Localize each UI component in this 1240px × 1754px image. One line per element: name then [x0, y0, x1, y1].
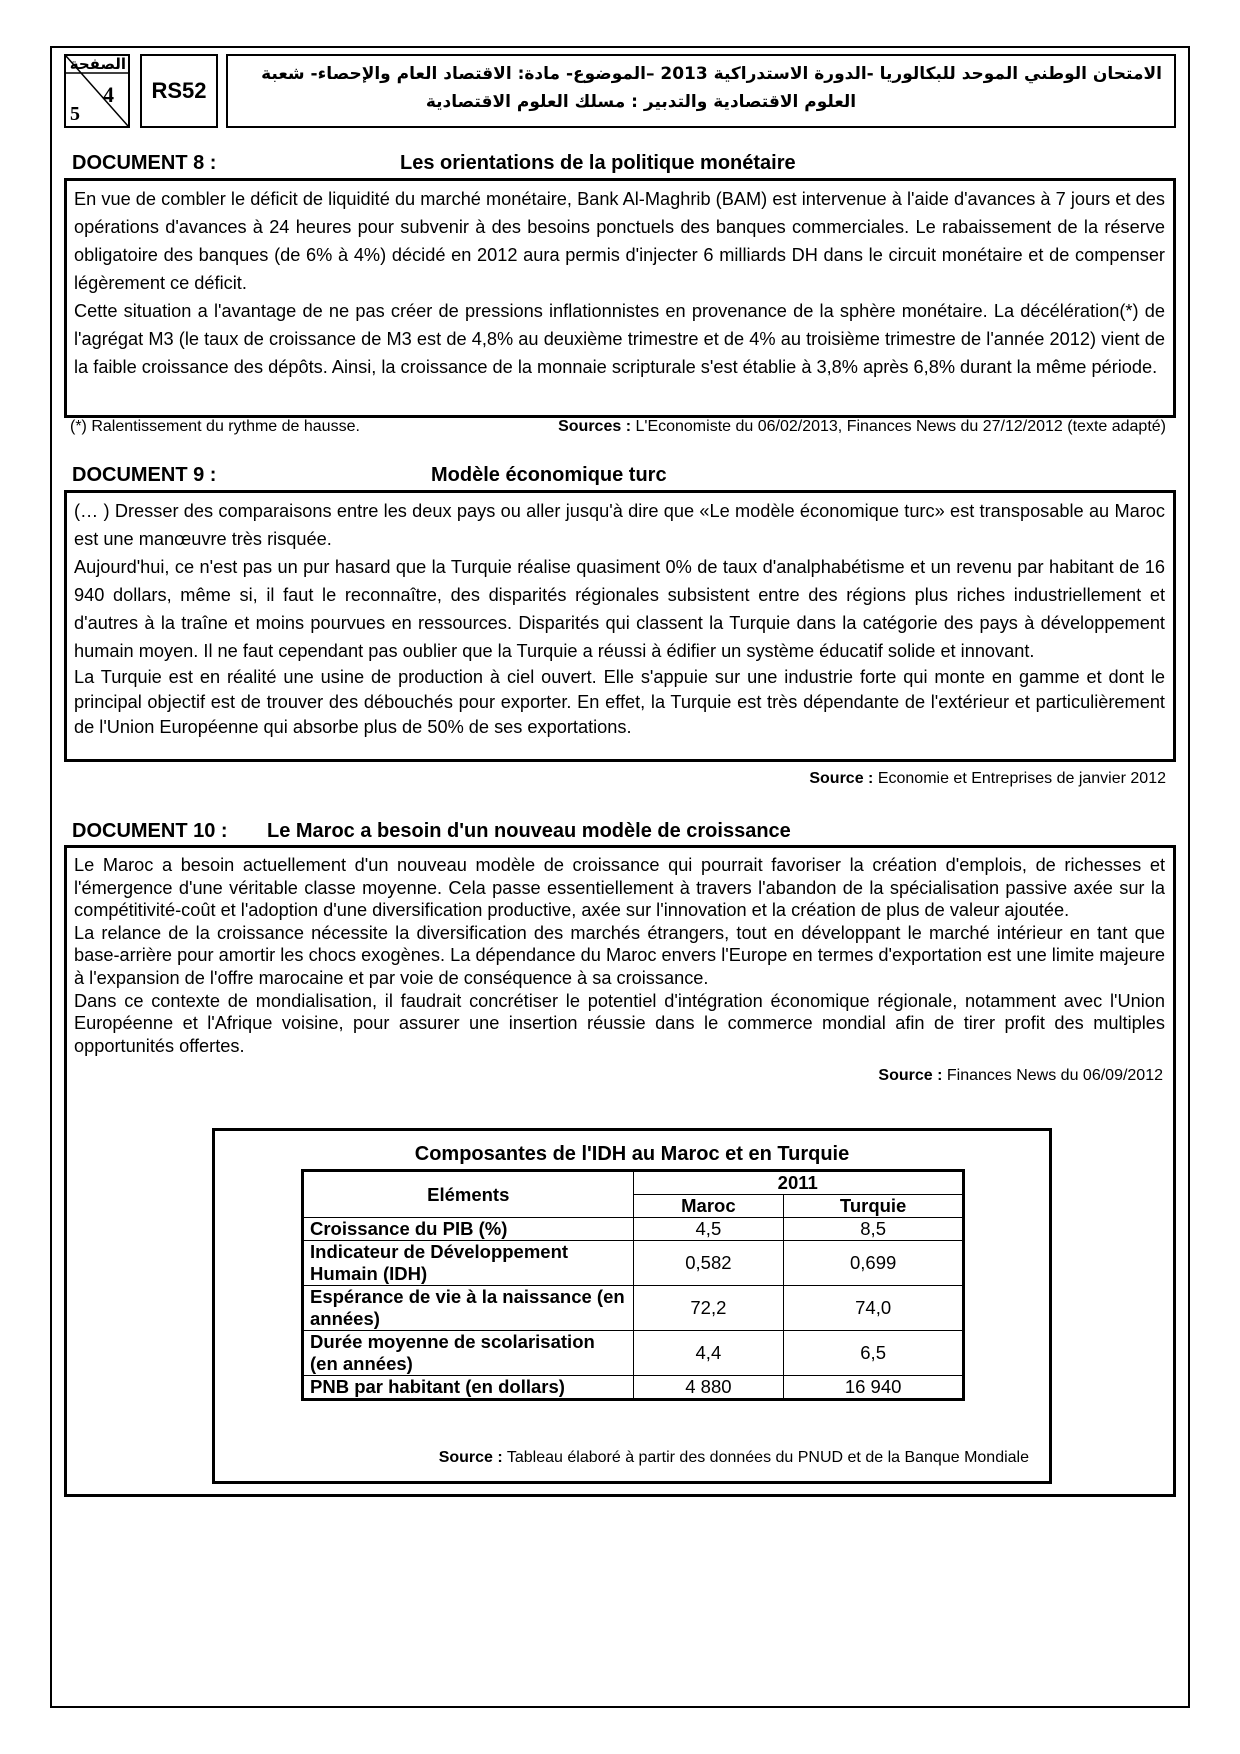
row-label: Indicateur de Développement Humain (IDH) — [303, 1241, 634, 1286]
source-label: Source : — [878, 1067, 943, 1085]
doc10-paragraph: La relance de la croissance nécessite la diversification des marchés étrangers, tout en développant le marché intérieur en tant que base-arrière pour amortir les chocs exogènes. La dépendance du Maroc envers l'Europe en termes d'exportation est une limite majeure à l'expansion de l'offre marocaine et par voie de conséquence à sa croissance. — [74, 922, 1165, 988]
cell-maroc: 72,2 — [633, 1286, 784, 1331]
col-header-year: 2011 — [633, 1171, 964, 1195]
doc8-paragraph: En vue de combler le déficit de liquidité du marché monétaire, Bank Al-Maghrib (BAM) est intervenue à l'aide d'avances à 7 jours et des opérations d'avances à 24 heures pour subvenir à des besoins ponctuels des banques commerciales. Le rabaissement de la réserve obligatoire des banques (de 6% à 4%) décidé en 2012 aura permis d'injecter 6 milliards DH dans le circuit monétaire et de compenser légèrement ce déficit. — [74, 189, 1165, 293]
idh-table — [301, 1169, 965, 1401]
doc8-label: DOCUMENT 8 : — [72, 152, 217, 174]
doc8-source — [558, 418, 1166, 436]
doc9-paragraph: La Turquie est en réalité une usine de production à ciel ouvert. Elle s'appuie sur une industrie forte qui monte en gamme et dont le principal objectif est de trouver des débouchés pour exporter. En effet, la Turquie est très dépendante de l'extérieur et particulièrement de l'Union Européenne qui absorbe plus de 50% de ses exportations. — [74, 667, 1165, 737]
table-row — [303, 1218, 964, 1241]
doc9-label: DOCUMENT 9 : — [72, 464, 217, 486]
col-header-turquie: Turquie — [784, 1195, 964, 1218]
doc10-paragraph: Le Maroc a besoin actuellement d'un nouveau modèle de croissance qui pourrait favoriser la création d'emplois, de richesses et l'émergence d'une véritable classe moyenne. Cela passe essentiellement à travers l'abandon de la spécialisation passive axée sur la compétitivité-coût et l'adoption d'une diversification productive, axée sur l'innovation et la création de plus de valeur ajoutée. — [74, 855, 1165, 921]
row-label: Espérance de vie à la naissance (en années) — [303, 1286, 634, 1331]
exam-code: RS52 — [140, 54, 218, 128]
doc9-text-box — [64, 490, 1176, 762]
cell-turquie: 6,5 — [784, 1331, 964, 1376]
idh-table-box — [212, 1128, 1052, 1484]
doc10-label: DOCUMENT 10 : — [72, 820, 228, 842]
row-label: Durée moyenne de scolarisation (en années) — [303, 1331, 634, 1376]
table-row — [303, 1241, 964, 1286]
source-text: Tableau élaboré à partir des données du PNUD et de la Banque Mondiale — [506, 1449, 1029, 1466]
idh-table-title: Composantes de l'IDH au Maroc et en Turquie — [414, 1143, 850, 1165]
exam-title-box — [226, 54, 1176, 128]
cell-maroc: 4,4 — [633, 1331, 784, 1376]
doc8-paragraph: Cette situation a l'avantage de ne pas créer de pressions inflationnistes en provenance de la sphère monétaire. La décélération(*) de l'agrégat M3 (le taux de croissance de M3 est de 4,8% au deuxième trimestre et de 4% au troisième trimestre de l'année 2012) vient de la faible croissance des dépôts. Ainsi, la croissance de la monnaie scripturale s'est établie à 3,8% après 6,8% durant la même période. — [74, 301, 1165, 377]
table-row — [303, 1286, 964, 1331]
table-row — [303, 1376, 964, 1400]
page-number: 4 — [103, 82, 114, 107]
cell-turquie: 8,5 — [784, 1218, 964, 1241]
row-label: Croissance du PIB (%) — [303, 1218, 634, 1241]
page-label: الصفحة — [69, 55, 126, 73]
source-label: Sources : — [558, 418, 632, 435]
cell-maroc: 0,582 — [633, 1241, 784, 1286]
source-text: Economie et Entreprises de janvier 2012 — [877, 770, 1166, 787]
doc9-title: Modèle économique turc — [431, 464, 667, 486]
row-label: PNB par habitant (en dollars) — [303, 1376, 634, 1400]
doc9-source — [809, 770, 1166, 788]
source-text: Finances News du 06/09/2012 — [946, 1067, 1163, 1085]
cell-turquie: 74,0 — [784, 1286, 964, 1331]
doc8-text-box — [64, 178, 1176, 418]
cell-turquie: 0,699 — [784, 1241, 964, 1286]
cell-turquie: 16 940 — [784, 1376, 964, 1400]
exam-title-line1: الامتحان الوطني الموحد للبكالوريا -الدورة الاستدراكية 2013 –الموضوع- مادة: الاقتصاد العام والإحصاء- شعبة — [261, 64, 1162, 84]
exam-title-line2: العلوم الاقتصادية والتدبير : مسلك العلوم الاقتصادية — [425, 92, 857, 112]
doc10-paragraph: Dans ce contexte de mondialisation, il faudrait concrétiser le potentiel d'intégration économique régionale, notamment avec l'Union Européenne et l'Afrique voisine, pour assurer une insertion réussie dans le commerce mondial afin de tirer profit des multiples opportunités offertes. — [74, 990, 1165, 1056]
doc10-source — [74, 1065, 1165, 1088]
doc8-footnote: (*) Ralentissement du rythme de hausse. — [70, 418, 360, 435]
doc8-title: Les orientations de la politique monétaire — [400, 152, 796, 174]
source-label: Source : — [438, 1449, 503, 1466]
col-header-maroc: Maroc — [633, 1195, 784, 1218]
col-header-elements: Eléments — [303, 1171, 634, 1218]
doc9-paragraph: (… ) Dresser des comparaisons entre les deux pays ou aller jusqu'à dire que «Le modèle économique turc» est transposable au Maroc est une manœuvre très risquée. — [74, 501, 1165, 549]
source-text: L'Economiste du 06/02/2013, Finances News du 27/12/2012 (texte adapté) — [635, 418, 1166, 435]
source-label: Source : — [809, 770, 874, 787]
page-total: 5 — [70, 103, 80, 125]
table-row — [303, 1331, 964, 1376]
cell-maroc: 4,5 — [633, 1218, 784, 1241]
doc9-paragraph: Aujourd'hui, ce n'est pas un pur hasard que la Turquie réalise quasiment 0% de taux d'analphabétisme et un revenu par habitant de 16 940 dollars, même si, il faut le reconnaître, des disparités régionales subsistent entre des régions plus riches industriellement et d'autres à la traîne et moins pourvues en ressources. Disparités qui classent la Turquie dans la catégorie des pays à développement humain moyen. Il ne faut cependant pas oublier que la Turquie a réussi à édifier un système éducatif solide et innovant. — [74, 557, 1165, 661]
idh-table-source — [215, 1449, 1049, 1467]
doc10-title: Le Maroc a besoin d'un nouveau modèle de croissance — [267, 820, 791, 842]
cell-maroc: 4 880 — [633, 1376, 784, 1400]
page-number-box — [64, 54, 130, 128]
